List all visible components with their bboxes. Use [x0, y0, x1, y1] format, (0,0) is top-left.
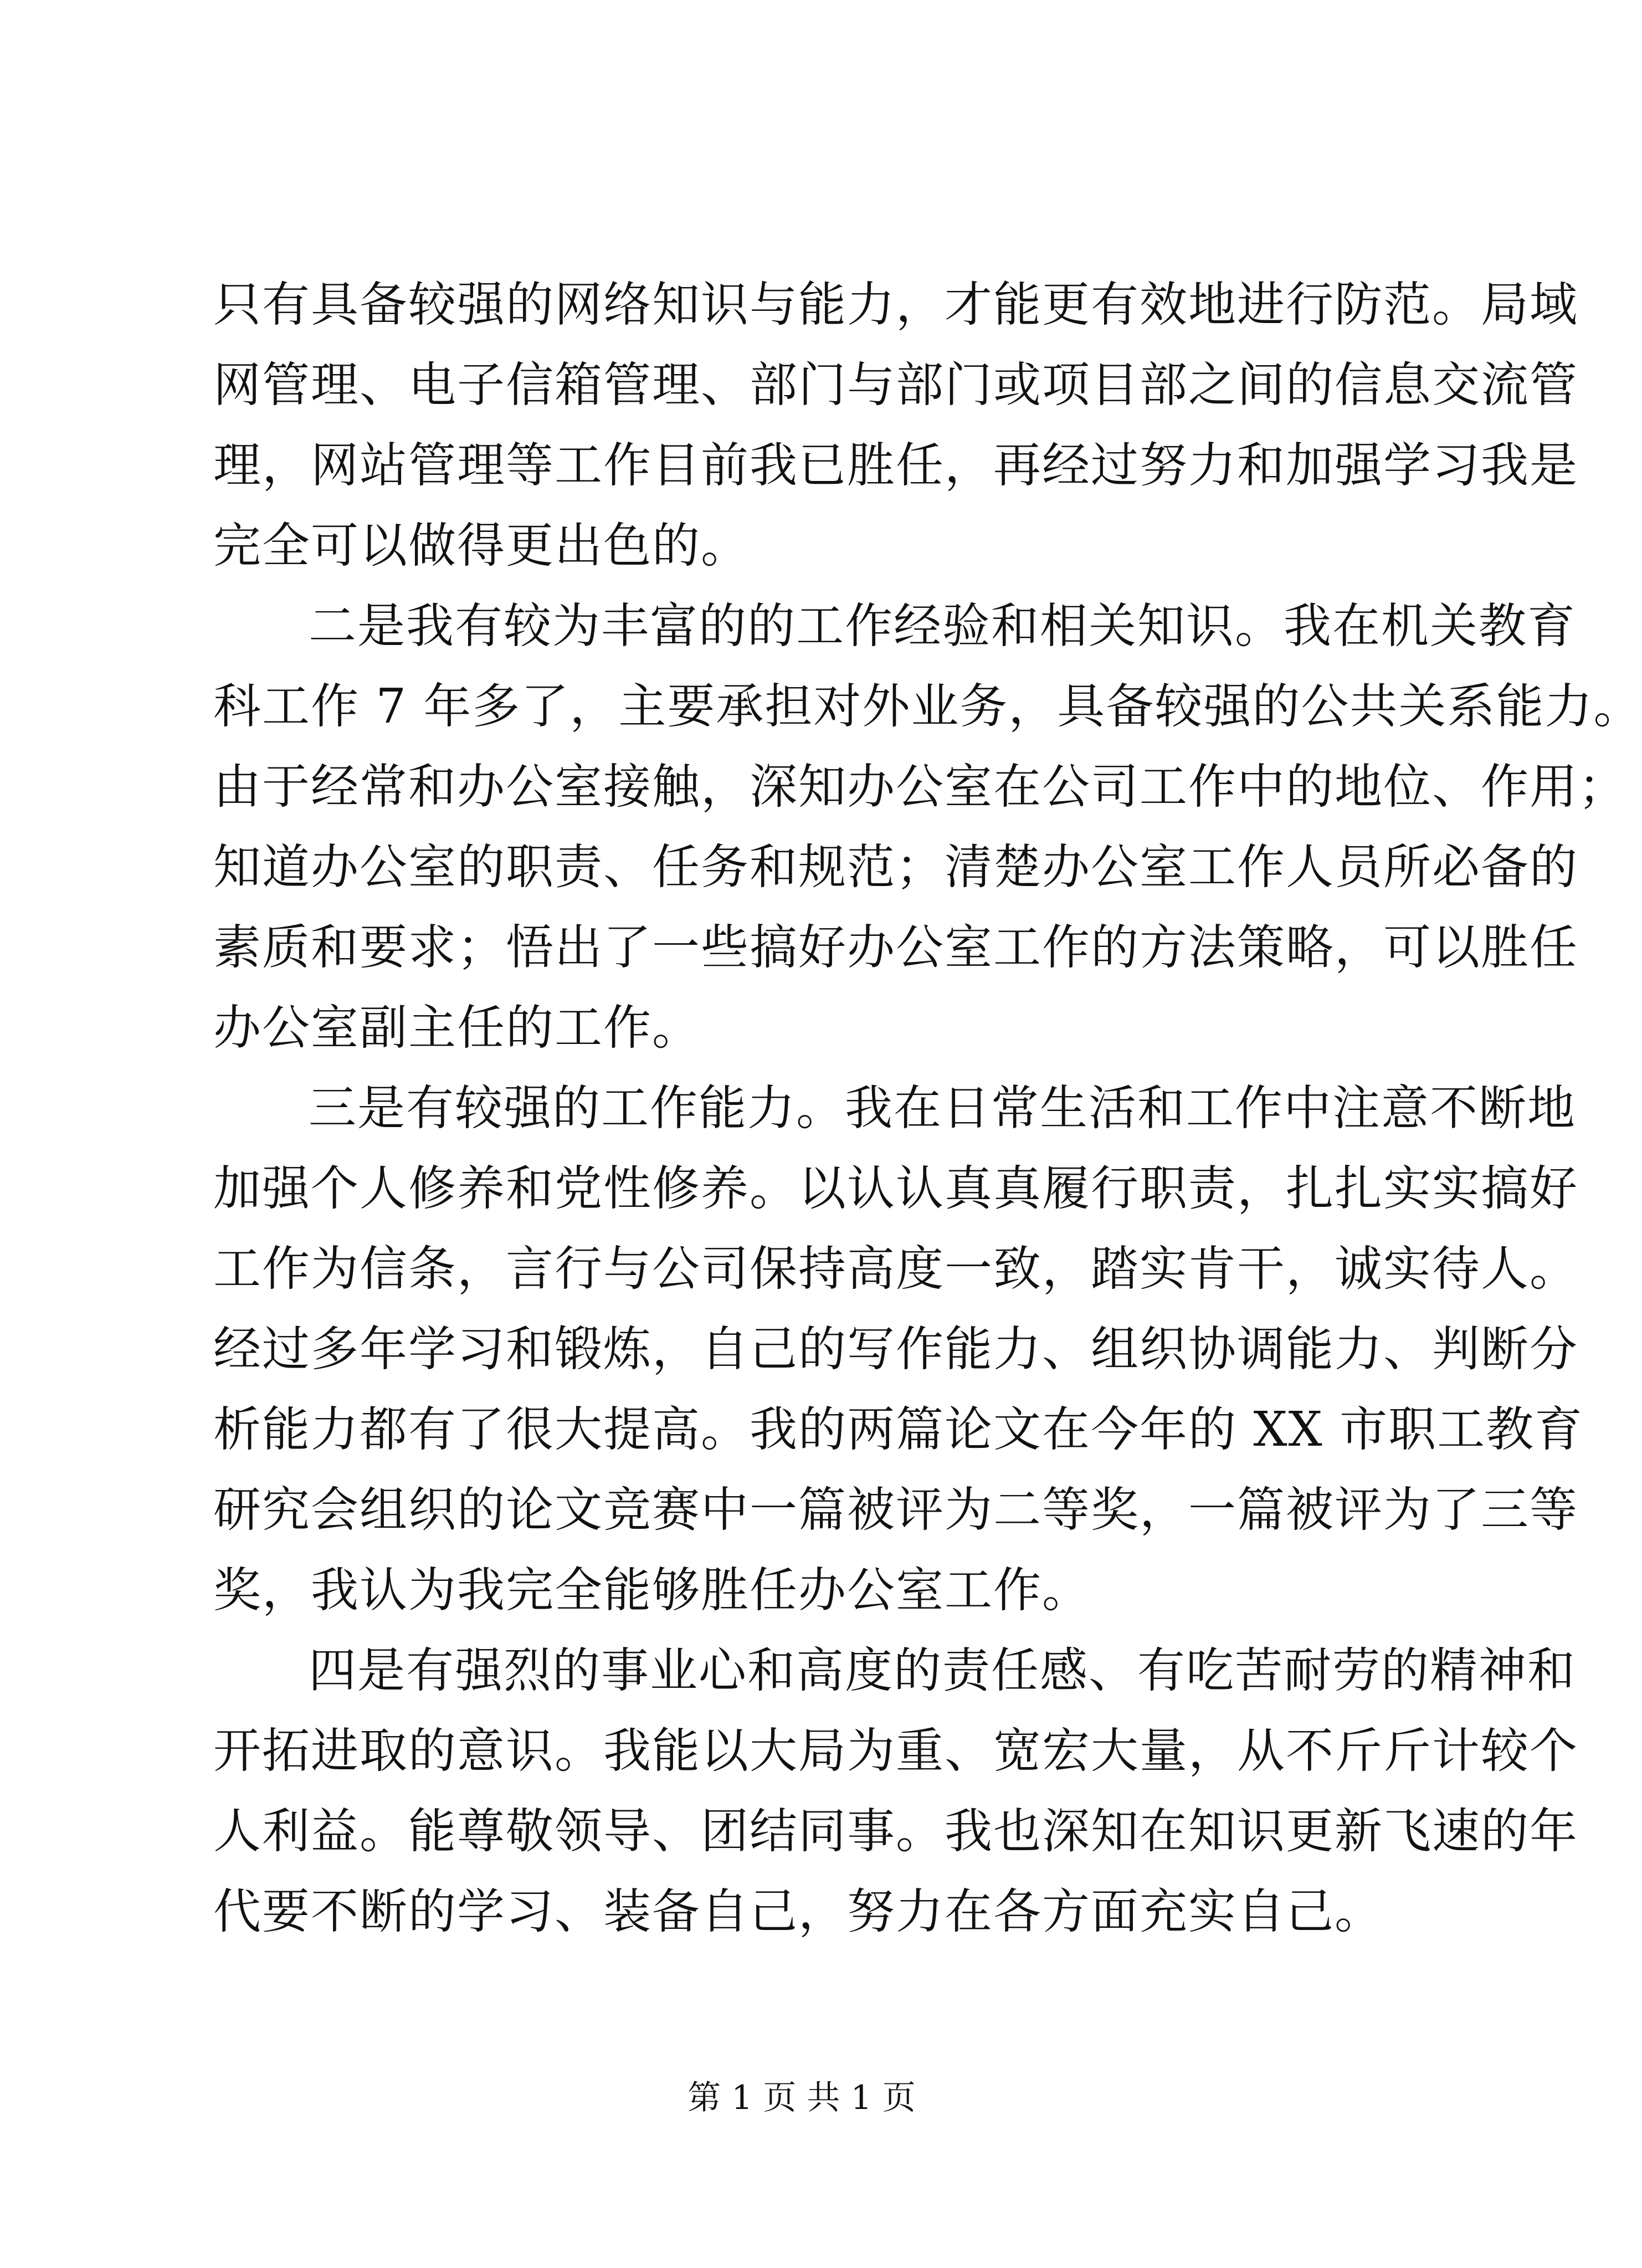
text-line: 四是有强烈的事业心和高度的责任感、有吃苦耐劳的精神和: [309, 1643, 1576, 1698]
text-line: 奖，我认为我完全能够胜任办公室工作。: [213, 1563, 1091, 1618]
text-line: 析能力都有了很大提高。我的两篇论文在今年的 XX 市职工教育: [213, 1402, 1584, 1457]
paragraph-2: [213, 586, 1642, 1068]
text-line: 加强个人修养和党性修养。以认认真真履行职责，扎扎实实搞好: [213, 1161, 1578, 1216]
text-line: 研究会组织的论文竞赛中一篇被评为二等奖，一篇被评为了三等: [213, 1482, 1578, 1538]
text-line: 人利益。能尊敬领导、团结同事。我也深知在知识更新飞速的年: [213, 1804, 1578, 1859]
text-line: 开拓进取的意识。我能以大局为重、宽宏大量，从不斤斤计较个: [213, 1723, 1578, 1779]
page-footer: 第 1 页 共 1 页: [687, 2078, 916, 2117]
text-line: 经过多年学习和锻炼，自己的写作能力、组织协调能力、判断分: [213, 1322, 1578, 1377]
text-line: 理，网站管理等工作目前我已胜任，再经过努力和加强学习我是: [213, 438, 1578, 493]
text-line: 办公室副主任的工作。: [213, 1000, 701, 1056]
text-line: 代要不断的学习、装备自己，努力在各方面充实自己。: [213, 1884, 1383, 1939]
text-line: 素质和要求；悟出了一些搞好办公室工作的方法策略，可以胜任: [213, 920, 1578, 975]
paragraph-1: [213, 265, 1578, 586]
text-line: 知道办公室的职责、任务和规范；清楚办公室工作人员所必备的: [213, 839, 1578, 895]
text-line: 完全可以做得更出色的。: [213, 518, 750, 574]
paragraph-3: [213, 1068, 1584, 1631]
text-line: 只有具备较强的网络知识与能力，才能更有效地进行防范。局域: [213, 277, 1578, 332]
document-body: [213, 265, 1642, 1952]
text-line: 科工作 7 年多了，主要承担对外业务，具备较强的公共关系能力。: [213, 679, 1642, 734]
text-line: 三是有较强的工作能力。我在日常生活和工作中注意不断地: [309, 1081, 1576, 1136]
text-line: 由于经常和办公室接触，深知办公室在公司工作中的地位、作用；: [213, 759, 1627, 815]
text-line: 网管理、电子信箱管理、部门与部门或项目部之间的信息交流管: [213, 357, 1578, 413]
text-line: 工作为信条，言行与公司保持高度一致，踏实肯干，诚实待人。: [213, 1241, 1578, 1297]
paragraph-4: [213, 1631, 1578, 1952]
text-line: 二是我有较为丰富的的工作经验和相关知识。我在机关教育: [309, 598, 1576, 654]
